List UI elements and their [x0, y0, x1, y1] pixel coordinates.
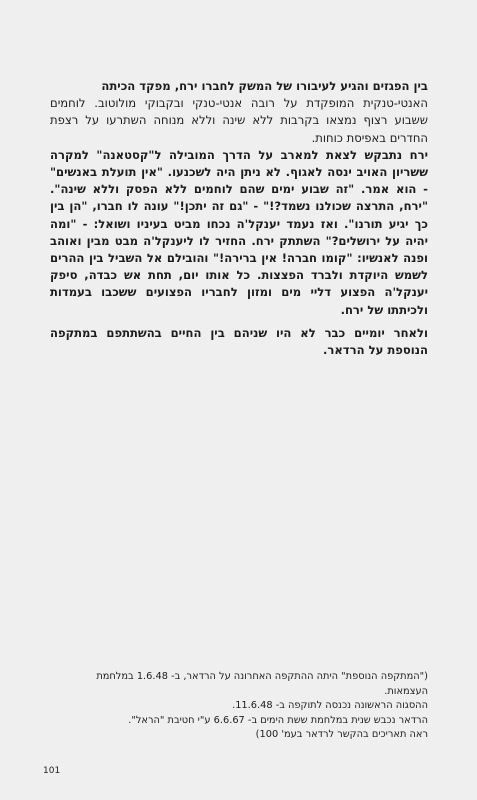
- footnote-line: הרדאר נכבש שנית במלחמת ששת הימים ב- 6.6.67 ע"י חטיבת "הראל".: [128, 714, 428, 726]
- page-number: 101: [43, 766, 61, 776]
- paragraph: ירח נתבקש לצאת למארב על הדרך המובילה ל"קסטאנה" למקרה ששריון האויב ינסה לאגוף. לא ניתן היה לשכנעו. "אין תועלת באנשים" - הוא אמר. "זה שבוע ימים שהם לוחמים ללא הפסק וללא שינה". "ירח, התרצה שכולנו נשמד?!" - "גם זה יתכן!" עונה לו חברו, "הן בין כך יגיע תורנו". ואז נעמד יענקל'ה נכחו מביט בעיניו ושואל: - "ומה יהיה על ירושלים?" השתתק ירח. החזיר לו ליענקל'ה מבט מבין ואוהב ופנה לאנשיו: "קומו חברה! אין ברירה!" והובילם אל השביל בין ההרים לשמש היוקדת ולברד הפצצות. כל אותו יום, תחת אש כבדה, סיפק יענקל'ה הפצוע דליי מים ומזון לחבריו הפצועים ששכבו בעמדות ולכיתתו של ירח.: [50, 147, 428, 317]
- footnotes: [50, 670, 428, 743]
- footnote-line: ("המתקפה הנוספת" היתה ההתקפה האחרונה על הרדאר, ב- 1.6.48 במלחמת העצמאות.: [96, 671, 428, 697]
- footnote-line: ראה תאריכים בהקשר לרדאר בעמ' 100): [255, 729, 428, 741]
- paragraph: ולאחר יומיים כבר לא היו שניהם בין החיים בהשתתפם במתקפה הנוספת על הרדאר.: [50, 325, 428, 358]
- paragraph: האנטי-טנקית המופקדת על רובה אנטי-טנקי ובקבוקי מולוטוב. לוחמים ששבוע רצוף נמצאו בקרבות ללא שינה וללא מנוחה השתרעו על רצפת החדרים באפיסת כוחות.: [50, 96, 428, 145]
- paragraph: בין הפגזים והגיע לעיבורו של המשק לחברו ירח, מפקד הכיתה: [101, 79, 428, 93]
- main-text: [50, 78, 428, 359]
- footnote-line: ההסגוה הראשונה נכנסה לתוקפה ב- 11.6.48.: [232, 700, 428, 712]
